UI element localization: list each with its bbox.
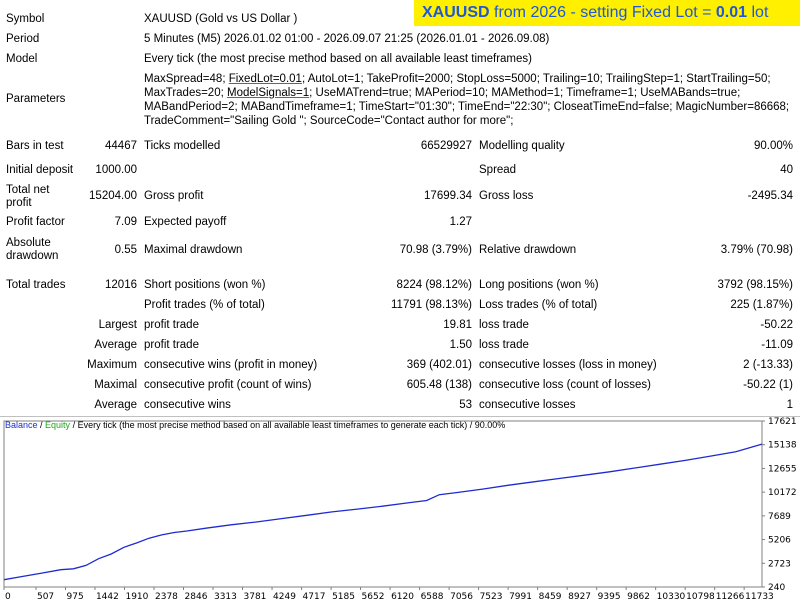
- absdd-label: Absolute: [6, 237, 51, 249]
- spread-value: 40: [780, 164, 793, 176]
- maximum-label: Maximum: [87, 359, 137, 371]
- largest-pt-value: 19.81: [443, 319, 472, 331]
- chart-legend: [5, 420, 505, 430]
- long-value: 3792 (98.15%): [717, 279, 793, 291]
- avg-losses-label: consecutive losses: [479, 399, 576, 411]
- x-tick-label: 8927: [568, 592, 592, 600]
- symbol-label: Symbol: [6, 13, 45, 25]
- deposit-label: Initial deposit: [6, 164, 74, 176]
- grossloss-value: -2495.34: [747, 190, 793, 202]
- profittrades-label: Profit trades (% of total): [144, 299, 265, 311]
- y-tick-label: 2723: [768, 559, 791, 570]
- x-tick-label: 6588: [420, 592, 444, 600]
- maximal-loss-value: -50.22 (1): [743, 379, 793, 391]
- losstrades-label: Loss trades (% of total): [479, 299, 598, 311]
- param-fixedlot: FixedLot=0.01: [228, 73, 302, 85]
- legend-rest: / Every tick (the most precise method based on all available least timeframes to generate each tick) / 90.00%: [70, 420, 506, 430]
- largest-pt-label: profit trade: [144, 319, 199, 331]
- y-tick-label: 240: [768, 583, 786, 593]
- parameters-label: Parameters: [6, 93, 66, 105]
- parameters-value: [144, 72, 798, 128]
- balance-chart: [0, 416, 800, 600]
- short-value: 8224 (98.12%): [396, 279, 472, 291]
- netprofit-value: 15204.00: [89, 190, 137, 202]
- x-tick-label: 3313: [213, 592, 237, 600]
- pf-value: 7.09: [114, 216, 137, 228]
- model-label: Model: [6, 53, 38, 65]
- x-tick-label: 3781: [243, 592, 267, 600]
- x-tick-label: 6120: [391, 592, 414, 600]
- trades-label: Total trades: [6, 279, 66, 291]
- y-tick-label: 12655: [768, 464, 797, 475]
- x-tick-label: 0: [5, 592, 11, 600]
- y-tick-label: 15138: [768, 440, 797, 451]
- banner-lot: 0.01: [715, 4, 748, 21]
- param-segment: ; AutoLot=1; TakeProfit=2000; StopLoss=5000; Trailing=10; TrailingStep=1; StartTrailing=50; MaxTrades=20;: [144, 73, 771, 99]
- max-losses-value: 2 (-13.33): [743, 359, 793, 371]
- param-modelsignals: ModelSignals=1: [227, 87, 310, 99]
- x-tick-label: 507: [36, 592, 55, 600]
- x-tick-label: 4249: [273, 592, 296, 600]
- grossloss-label: Gross loss: [479, 190, 534, 202]
- absdd-label-2: drawdown: [6, 250, 59, 262]
- average-pt-value: 1.50: [449, 339, 472, 351]
- avg-wins-label: consecutive wins: [144, 399, 231, 411]
- x-tick-label: 5185: [332, 592, 355, 600]
- long-label: Long positions (won %): [479, 279, 599, 291]
- x-tick-label: 8459: [538, 592, 562, 600]
- max-losses-label: consecutive losses (loss in money): [479, 359, 657, 371]
- avg-wins-value: 53: [459, 399, 472, 411]
- average-lt-label: loss trade: [479, 339, 529, 351]
- max-wins-value: 369 (402.01): [406, 359, 472, 371]
- netprofit-label: Total net: [6, 184, 50, 196]
- deposit-value: 1000.00: [95, 164, 137, 176]
- bars-label: Bars in test: [6, 140, 64, 152]
- ep-value: 1.27: [449, 216, 472, 228]
- x-tick-label: 11733: [745, 592, 774, 600]
- average-label: Average: [94, 339, 137, 351]
- ticks-label: Ticks modelled: [144, 140, 221, 152]
- grossprofit-label: Gross profit: [144, 190, 204, 202]
- maximal-label: Maximal: [94, 379, 137, 391]
- maximal-loss-label: consecutive loss (count of losses): [479, 379, 651, 391]
- x-tick-label: 4717: [302, 592, 326, 600]
- losstrades-value: 225 (1.87%): [730, 299, 793, 311]
- maxdd-value: 70.98 (3.79%): [399, 244, 472, 256]
- x-tick-label: 10330: [656, 592, 686, 600]
- param-segment: MaxSpread=48;: [144, 73, 229, 85]
- avg-label: Average: [94, 399, 137, 411]
- period-label: Period: [6, 33, 40, 45]
- period-value: 5 Minutes (M5) 2026.01.02 01:00 - 2026.09.07 21:25 (2026.01.01 - 2026.09.08): [144, 33, 550, 45]
- pf-label: Profit factor: [6, 216, 65, 228]
- x-tick-label: 2378: [155, 592, 178, 600]
- bars-value: 44467: [105, 140, 137, 152]
- banner-symbol: XAUUSD: [422, 4, 490, 21]
- x-tick-label: 5652: [361, 592, 385, 600]
- y-tick-label: 17621: [768, 417, 797, 427]
- average-lt-value: -11.09: [761, 339, 793, 351]
- avg-losses-value: 1: [786, 399, 793, 411]
- absdd-value: 0.55: [114, 244, 137, 256]
- quality-label: Modelling quality: [479, 140, 565, 152]
- largest-lt-label: loss trade: [479, 319, 529, 331]
- param-segment: ; UseMATrend=true; MAPeriod=10; MAMethod=1; Timeframe=1; UseMABands=true; MABandPeriod=2; MABandTimeframe=1; TimeStart="01:30"; TimeEnd="22:30"; CloseatTimeEnd=false; MagicNumber=86668; TradeComment="Sailing Gold "; SourceCode="Contact author for more";: [144, 87, 790, 127]
- reldd-value: 3.79% (70.98): [720, 244, 793, 256]
- banner-from: from 2026 - setting Fixed Lot =: [489, 4, 716, 21]
- y-tick-label: 5206: [768, 535, 791, 546]
- largest-lt-value: -50.22: [760, 319, 793, 331]
- short-label: Short positions (won %): [144, 279, 266, 291]
- grossprofit-value: 17699.34: [424, 190, 472, 202]
- x-tick-label: 1910: [125, 592, 149, 600]
- maximal-profit-label: consecutive profit (count of wins): [144, 379, 312, 391]
- model-value: Every tick (the most precise method based on all available least timeframes): [144, 53, 532, 65]
- profittrades-value: 11791 (98.13%): [391, 299, 472, 311]
- symbol-value: XAUUSD (Gold vs US Dollar ): [144, 13, 298, 25]
- x-tick-label: 7991: [509, 592, 532, 600]
- x-tick-label: 7523: [479, 592, 503, 600]
- largest-label: Largest: [98, 319, 137, 331]
- y-tick-label: 10172: [768, 488, 797, 499]
- reldd-label: Relative drawdown: [479, 244, 577, 256]
- plot-area: [4, 421, 762, 587]
- spread-label: Spread: [479, 164, 517, 176]
- y-tick-label: 7689: [768, 511, 791, 522]
- ticks-value: 66529927: [420, 140, 472, 152]
- ep-label: Expected payoff: [144, 216, 227, 228]
- legend-sep: /: [37, 420, 46, 430]
- trades-value: 12016: [105, 279, 137, 291]
- x-tick-label: 7056: [450, 592, 474, 600]
- x-tick-label: 2846: [184, 592, 208, 600]
- banner-unit: lot: [747, 4, 769, 21]
- title-banner: [414, 0, 800, 26]
- legend-balance: Balance: [5, 420, 38, 430]
- quality-value: 90.00%: [753, 140, 793, 152]
- netprofit-label-2: profit: [6, 197, 32, 209]
- x-tick-label: 9395: [597, 592, 621, 600]
- maxdd-label: Maximal drawdown: [144, 244, 243, 256]
- x-tick-label: 1442: [95, 592, 119, 600]
- x-tick-label: 10798: [686, 592, 715, 600]
- legend-equity: Equity: [45, 420, 71, 430]
- x-tick-label: 975: [66, 592, 84, 600]
- balance-chart-svg: [0, 417, 800, 600]
- x-tick-label: 9862: [627, 592, 651, 600]
- maximal-profit-value: 605.48 (138): [406, 379, 472, 391]
- average-pt-label: profit trade: [144, 339, 199, 351]
- max-wins-label: consecutive wins (profit in money): [144, 359, 318, 371]
- x-tick-label: 11266: [715, 592, 745, 600]
